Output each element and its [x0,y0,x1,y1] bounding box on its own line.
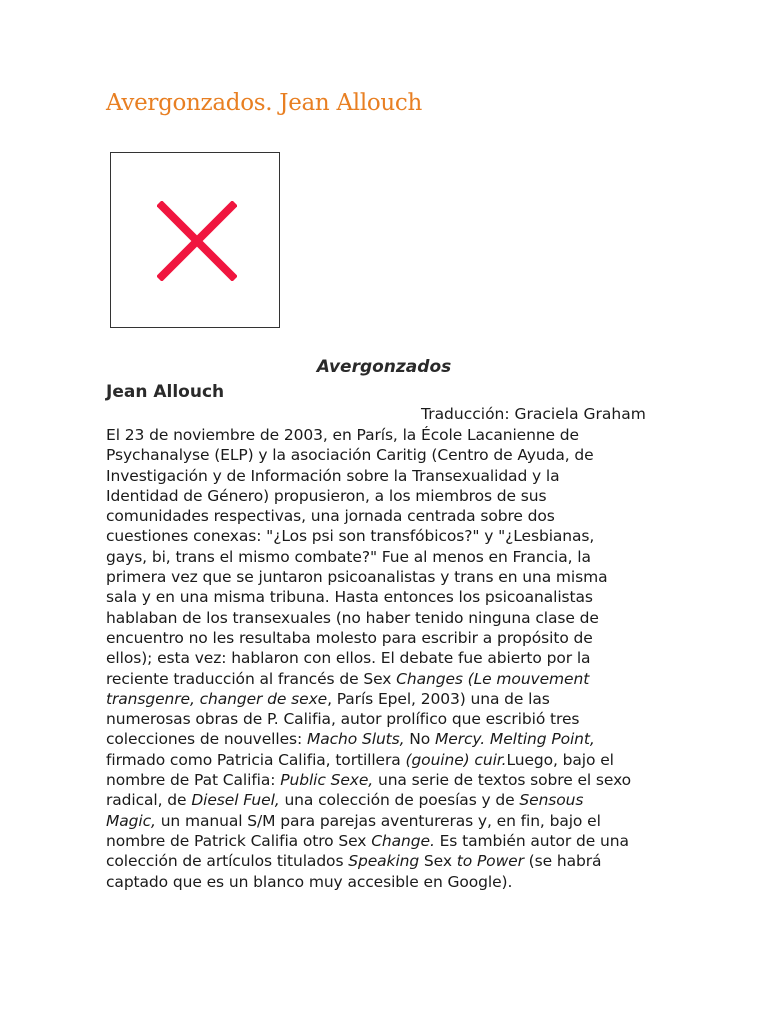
article-heading: Avergonzados [316,357,452,377]
body-text-run: una serie de textos sobre el sexo radical, de [106,771,632,810]
body-text-italic: Public Sexe, [280,771,374,790]
close-icon [157,201,237,281]
author-name: Jean Allouch [106,382,225,402]
body-text-run: (se habrá captado que es un blanco muy accesible en Google). [106,852,602,891]
body-text-run: El 23 de noviembre de 2003, en París, la École Lacanienne de Psychanalyse (ELP) y la asociación Caritig (Centro de Ayuda, de Investigación y de Información sobre la Transexualidad y la Identidad de Género) propusieron, a los miembros de sus comunidades respectivas, una jornada centrada sobre dos cuestiones conexas: "¿Los psi son transfóbicos?" y "¿Lesbianas, gays, bi, trans el mismo combate?" Fue al menos en Francia, la primera vez que se juntaron psicoanalistas y trans en una misma sala y en una misma tribuna. Hasta entonces los psicoanalistas hablaban de los transexuales (no haber tenido ninguna clase de encuentro no les resultaba molesto para escribir a propósito de ellos); esta vez: hablaron con ellos. El debate fue abierto por la reciente traducción al francés de Sex [106,426,608,688]
body-text-run: una colección de poesías y de [279,791,520,810]
body-text-italic: Mercy. Melting Point, [435,730,595,749]
body-text-italic: (gouine) cuir. [405,750,507,769]
page-title: Avergonzados. Jean Allouch [106,90,423,116]
body-text-italic: to Power [456,852,524,871]
body-text-run: Sex [419,852,457,871]
body-text-italic: Change. [371,831,435,850]
body-text-run: No [404,730,435,749]
body-text-run: un manual S/M para parejas aventureras y, en fin, bajo el nombre de Patrick Califia otro Sex [106,811,601,850]
body-text-run: Luego, bajo el nombre de Pat Califia: [106,750,614,790]
body-text-italic: Diesel Fuel, [191,791,280,810]
body-text-italic: Speaking [348,852,420,871]
body-text-run: , París Epel, 2003) una de las numerosas obras de P. Califia, autor prolífico que escribió tres colecciones de nouvelles: [106,689,580,749]
body-text-italic: Changes (Le mouvement transgenre, changer de sexe [106,669,590,708]
broken-image-placeholder [110,152,280,328]
translator-credit: Traducción: Graciela Graham [421,405,646,423]
body-text-run: firmado como Patricia Califia, tortillera [106,750,406,769]
body-paragraph [106,425,636,892]
body-text-run: Es también autor de una colección de artículos titulados [106,831,629,871]
body-text-italic: Sensous Magic, [106,791,584,830]
body-text-italic: Macho Sluts, [306,730,405,749]
